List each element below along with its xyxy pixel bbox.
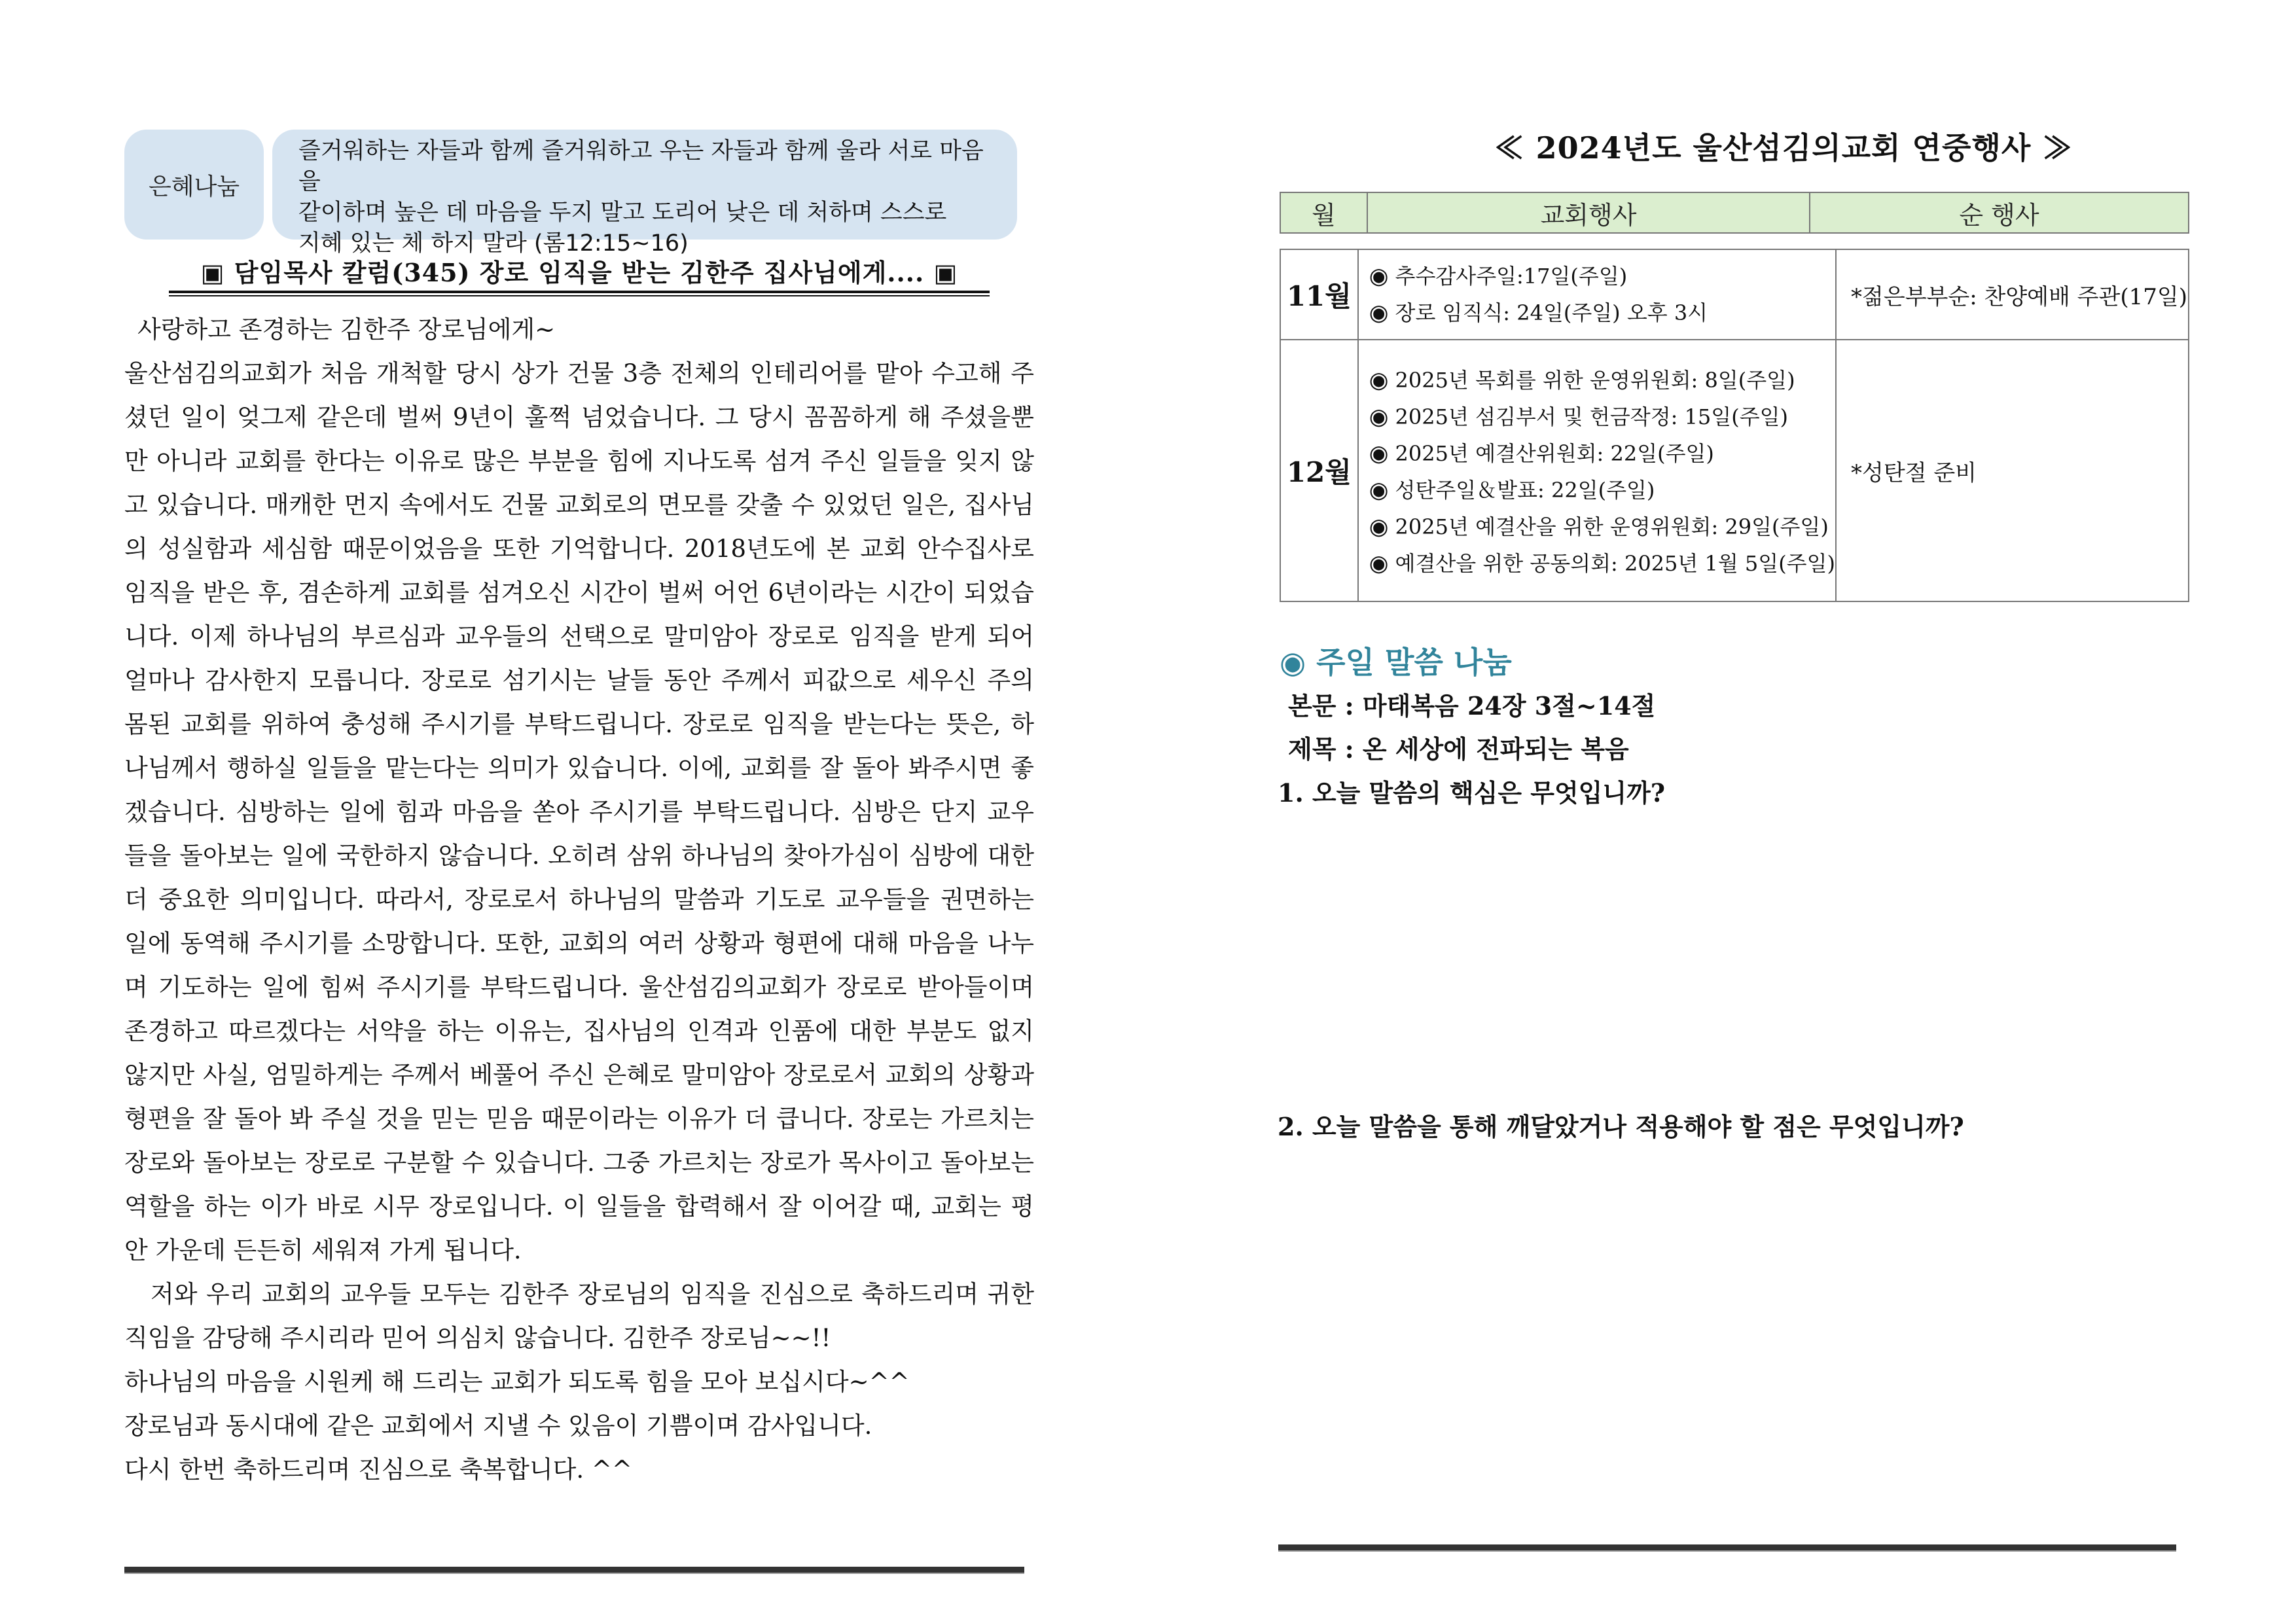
list-item: ◉ 성탄주일＆발표: 22일(주일) (1369, 477, 1655, 503)
order-event-cell: *젊은부부순: 찬양예배 주관(17일) (1836, 249, 2189, 340)
bullet-circle-icon: ◉ (1369, 550, 1389, 577)
month-cell: 11월 (1280, 249, 1358, 340)
verse-line: 같이하며 높은 데 마음을 두지 말고 도리어 낮은 데 처하며 스스로 (298, 200, 947, 226)
table-row (1280, 249, 2189, 340)
question-1: 1. 오늘 말씀의 핵심은 무엇입니까? (1278, 778, 1666, 808)
event-list (1358, 340, 1836, 601)
title-underline-thin (169, 295, 990, 296)
column-paragraph: 다시 한번 축하드리며 진심으로 축복합니다. ^^ (124, 1455, 632, 1484)
header-month: 월 (1280, 192, 1367, 233)
question-2: 2. 오늘 말씀을 통해 깨달았거나 적용해야 할 점은 무엇입니까? (1278, 1112, 1964, 1141)
order-event-cell: *성탄절 준비 (1836, 340, 2189, 601)
column-paragraph: 저와 우리 교회의 교우들 모두는 김한주 장로님의 임직을 진심으로 축하드리며 귀한 직임을 감당해 주시리라 믿어 의심치 않습니다. 김한주 장로님~~!! (124, 1280, 1034, 1352)
sermon-passage: 본문 : 마태복음 24장 3절~14절 (1288, 691, 1656, 721)
list-item: ◉ 추수감사주일:17일(주일) (1369, 263, 1628, 289)
list-item: ◉ 2025년 예결산을 위한 운영위원회: 29일(주일) (1369, 514, 1829, 540)
column-greeting: 사랑하고 존경하는 김한주 장로님에게~ (137, 315, 556, 344)
column-paragraph: 장로님과 동시대에 같은 교회에서 지낼 수 있음이 기쁨이며 감사입니다. (124, 1412, 872, 1440)
header-church-events: 교회행사 (1367, 192, 1810, 233)
verse-line: 지혜 있는 체 하지 말라 (롬12:15~16) (298, 230, 689, 257)
pastor-column-body (124, 308, 1034, 1491)
bullet-circle-icon: ◉ (1369, 367, 1389, 393)
pastor-column-title: ▣ 담임목사 칼럼(345) 장로 임직을 받는 김한주 집사님에게.... ▣ (200, 258, 958, 287)
list-item: ◉ 2025년 목회를 위한 운영위원회: 8일(주일) (1369, 367, 1795, 393)
bullet-circle-icon: ◉ (1369, 440, 1389, 467)
grace-sharing-label: 은혜나눔 (124, 130, 264, 240)
list-item: ◉ 장로 임직식: 24일(주일) 오후 3시 (1369, 300, 1708, 326)
title-underline (169, 291, 990, 293)
sermon-title: 제목 : 온 세상에 전파되는 복음 (1288, 734, 1629, 764)
bottom-rule-left (124, 1567, 1024, 1573)
grace-sharing-verse (272, 130, 1017, 257)
column-paragraph: 울산섬김의교회가 처음 개척할 당시 상가 건물 3층 전체의 인테리어를 맡아 수고해 주셨던 일이 엊그제 같은데 벌써 9년이 훌쩍 넘었습니다. 그 당시 꼼꼼하게 해 주셨을뿐만 아니라 교회를 한다는 이유로 많은 부분을 힘에 지나도록 섬겨 주신 일들을 잊지 않고 있습니다. 매캐한 먼지 속에서도 건물 교회로의 면모를 갖출 수 있었던 일은, 집사님의 성실함과 세심함 때문이었음을 또한 기억합니다. 2018년도에 본 교회 안수집사로 임직을 받은 후, 겸손하게 교회를 섬겨오신 시간이 벌써 어언 6년이라는 시간이 되었습니다. 이제 하나님의 부르심과 교우들의 선택으로 말미암아 장로로 임직을 받게 되어 얼마나 감사한지 모릅니다. 장로로 섬기시는 날들 동안 주께서 피값으로 세우신 주의 몸된 교회를 위하여 충성해 주시기를 부탁드립니다. 장로로 임직을 받는다는 뜻은, 하나님께서 행하실 일들을 맡는다는 의미가 있습니다. 이에, 교회를 잘 돌아 봐주시면 좋겠습니다. 심방하는 일에 힘과 마음을 쏟아 주시기를 부탁드립니다. 심방은 단지 교우들을 돌아보는 일에 국한하지 않습니다. 오히려 삼위 하나님의 찾아가심이 심방에 대한 더 중요한 의미입니다. 따라서, 장로로서 하나님의 말씀과 기도로 교우들을 권면하는 일에 동역해 주시기를 소망합니다. 또한, 교회의 여러 상황과 형편에 대해 마음을 나누며 기도하는 일에 힘써 주시기를 부탁드립니다. 울산섬김의교회가 장로로 받아들이며 존경하고 따르겠다는 서약을 하는 이유는, 집사님의 인격과 인품에 대한 부분도 없지 않지만 사실, 엄밀하게는 주께서 베풀어 주신 은혜로 말미암아 장로로서 교회의 상황과 형편을 잘 돌아 봐 주실 것을 믿는 믿음 때문이라는 이유가 더 큽니다. 장로는 가르치는 장로와 돌아보는 장로로 구분할 수 있습니다. 그중 가르치는 장로가 목사이고 돌아보는 역할을 하는 이가 바로 시무 장로입니다. 이 일들을 합력해서 잘 이어갈 때, 교회는 평안 가운데 든든히 세워져 가게 됩니다. (124, 359, 1034, 1264)
event-list (1358, 249, 1836, 340)
table-row (1280, 340, 2189, 601)
bullet-circle-icon: ◉ (1369, 404, 1389, 430)
column-paragraph: 하나님의 마음을 시원케 해 드리는 교회가 되도록 힘을 모아 보십시다~^^ (124, 1368, 910, 1396)
annual-events-title: ≪ 2024년도 울산섬김의교회 연중행사 ≫ (1494, 130, 2073, 166)
list-item: ◉ 예결산을 위한 공동의회: 2025년 1월 5일(주일) (1369, 550, 1835, 577)
bullet-circle-icon: ◉ (1369, 477, 1389, 503)
header-order-events: 순 행사 (1810, 192, 2189, 233)
list-item: ◉ 2025년 섬김부서 및 헌금작정: 15일(주일) (1369, 404, 1788, 430)
bottom-rule-right (1278, 1544, 2176, 1550)
month-cell: 12월 (1280, 340, 1358, 601)
events-table-header (1280, 192, 2189, 234)
bullet-circle-icon: ◉ (1369, 514, 1389, 540)
events-table (1280, 249, 2189, 602)
bullet-circle-icon: ◉ (1369, 263, 1389, 289)
sermon-sharing-heading: ◉ 주일 말씀 나눔 (1280, 645, 1512, 680)
verse-line: 즐거워하는 자들과 함께 즐거워하고 우는 자들과 함께 울라 서로 마음을 (298, 138, 984, 195)
list-item: ◉ 2025년 예결산위원회: 22일(주일) (1369, 440, 1714, 467)
bullet-circle-icon: ◉ (1369, 300, 1389, 326)
